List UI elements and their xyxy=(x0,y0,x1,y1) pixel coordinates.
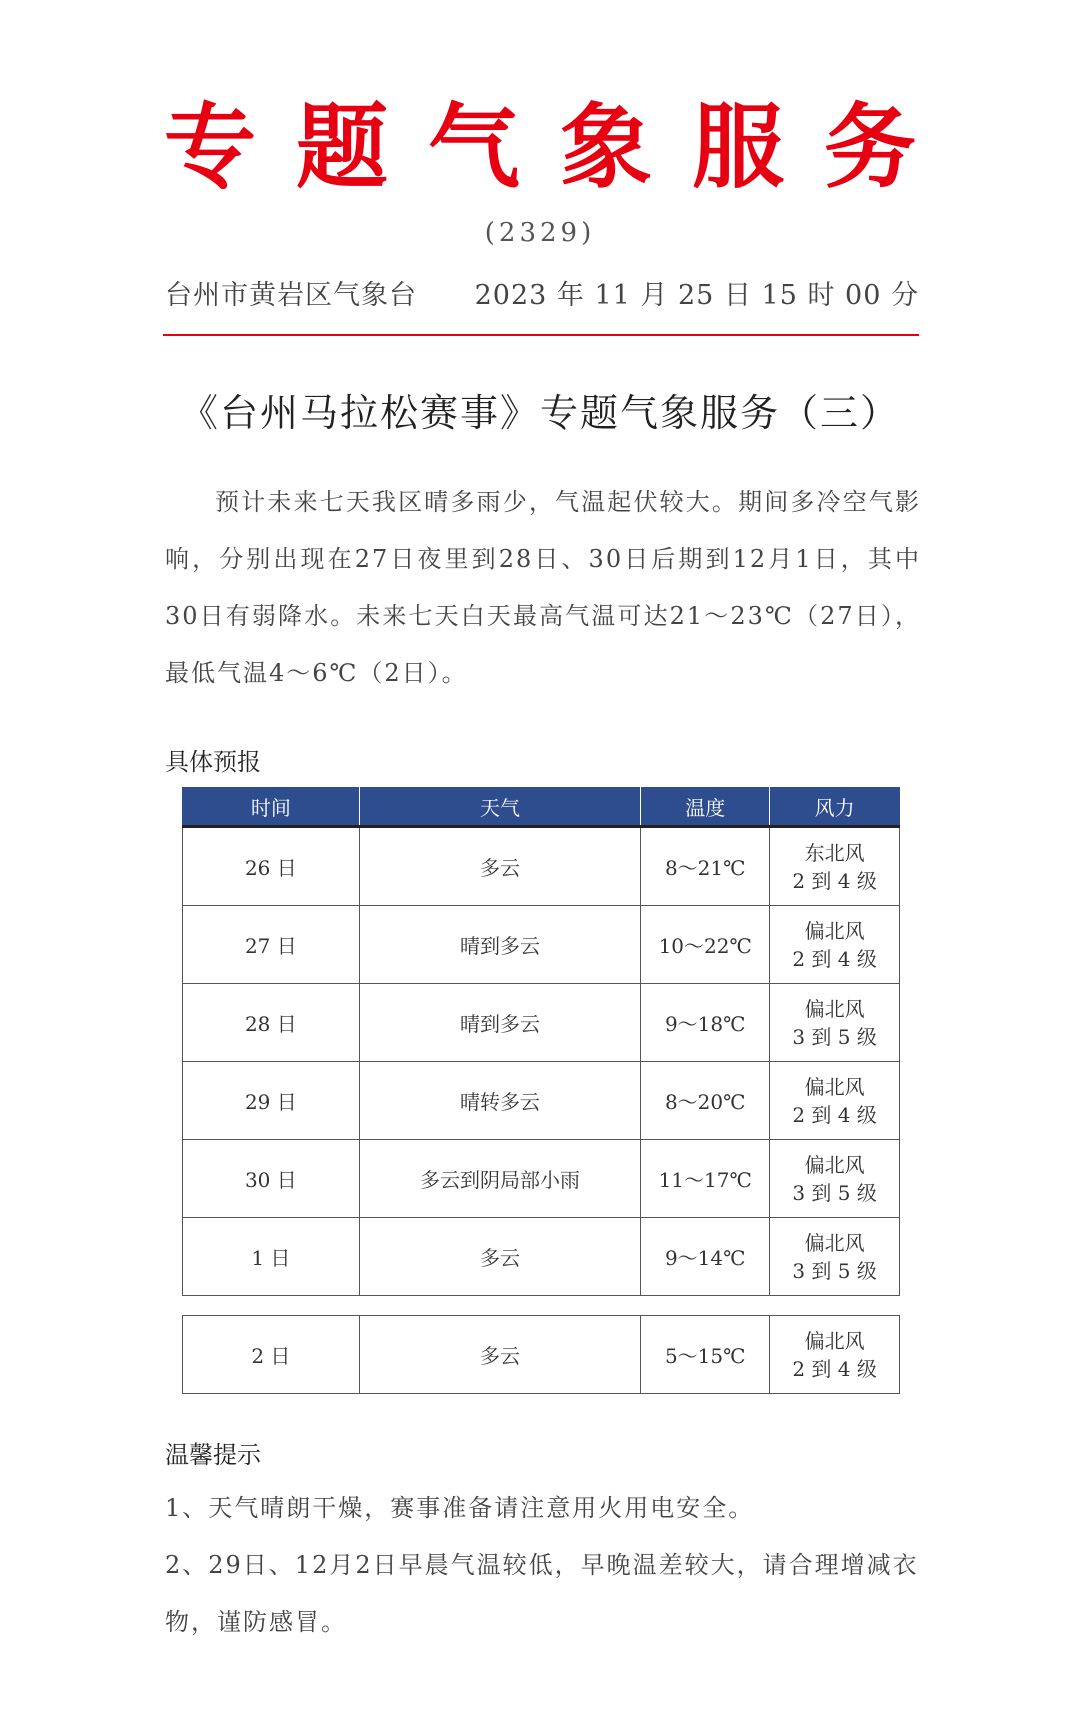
wind-direction: 偏北风 xyxy=(804,1152,865,1177)
cell-date: 28 日 xyxy=(183,984,360,1062)
cell-wind xyxy=(770,1140,900,1218)
document-title: 《台州马拉松赛事》专题气象服务（三） xyxy=(179,391,900,435)
wind-level: 3 到 5 级 xyxy=(792,1024,877,1049)
wind-level: 3 到 5 级 xyxy=(792,1258,877,1283)
cell-wind xyxy=(770,984,900,1062)
cell-wind xyxy=(770,1218,900,1296)
cell-temp: 9～14℃ xyxy=(641,1218,770,1296)
cell-weather: 晴到多云 xyxy=(359,906,641,984)
cell-weather: 晴到多云 xyxy=(359,984,641,1062)
wind-level: 2 到 4 级 xyxy=(792,1356,877,1381)
table-row xyxy=(183,1062,900,1140)
wind-direction: 偏北风 xyxy=(804,1074,865,1099)
forecast-header-row xyxy=(183,788,900,827)
column-header-time: 时间 xyxy=(183,788,360,827)
wind-direction: 偏北风 xyxy=(804,1328,865,1353)
issue-number: (2329) xyxy=(484,218,596,248)
cell-date: 29 日 xyxy=(183,1062,360,1140)
cell-weather: 晴转多云 xyxy=(359,1062,641,1140)
wind-level: 2 到 4 级 xyxy=(792,946,877,971)
wind-direction: 偏北风 xyxy=(804,996,865,1021)
wind-level: 2 到 4 级 xyxy=(792,868,877,893)
cell-date: 30 日 xyxy=(183,1140,360,1218)
cell-date: 26 日 xyxy=(183,827,360,906)
cell-weather: 多云 xyxy=(359,827,641,906)
cell-weather: 多云 xyxy=(359,1316,641,1394)
table-row xyxy=(183,1140,900,1218)
table-row xyxy=(183,906,900,984)
wind-level: 3 到 5 级 xyxy=(792,1180,877,1205)
tip-item: 2、29日、12月2日早晨气温较低，早晚温差较大，请合理增减衣物，谨防感冒。 xyxy=(165,1551,919,1636)
tip-item: 1、天气晴朗干燥，赛事准备请注意用火用电安全。 xyxy=(165,1494,755,1522)
table-row xyxy=(183,1316,900,1394)
issuer-name: 台州市黄岩区气象台 xyxy=(165,280,417,311)
table-row xyxy=(183,827,900,906)
wind-direction: 偏北风 xyxy=(804,1230,865,1255)
masthead-title: 专题气象服务 xyxy=(163,94,956,201)
issue-time: 2023 年 11 月 25 日 15 时 00 分 xyxy=(474,280,919,311)
cell-wind xyxy=(770,1062,900,1140)
cell-temp: 11～17℃ xyxy=(641,1140,770,1218)
wind-direction: 偏北风 xyxy=(804,918,865,943)
cell-weather: 多云 xyxy=(359,1218,641,1296)
cell-temp: 9～18℃ xyxy=(641,984,770,1062)
tips-heading: 温馨提示 xyxy=(165,1441,261,1469)
column-header-wind: 风力 xyxy=(770,788,900,827)
table-row xyxy=(183,984,900,1062)
cell-date: 1 日 xyxy=(183,1218,360,1296)
cell-wind xyxy=(770,1316,900,1394)
column-header-weather: 天气 xyxy=(359,788,641,827)
forecast-table-extra xyxy=(182,1315,900,1394)
forecast-table xyxy=(182,787,900,1296)
table-row xyxy=(183,1218,900,1296)
wind-direction: 东北风 xyxy=(804,840,865,865)
cell-date: 2 日 xyxy=(183,1316,360,1394)
cell-weather: 多云到阴局部小雨 xyxy=(359,1140,641,1218)
column-header-temp: 温度 xyxy=(641,788,770,827)
cell-wind xyxy=(770,906,900,984)
cell-temp: 5～15℃ xyxy=(641,1316,770,1394)
intro-paragraph: 预计未来七天我区晴多雨少，气温起伏较大。期间多冷空气影响，分别出现在27日夜里到28日、30日后期到12月1日，其中30日有弱降水。未来七天白天最高气温可达21～23℃（27日），最低气温4～6℃（2日）。 xyxy=(165,488,921,687)
cell-temp: 8～21℃ xyxy=(641,827,770,906)
wind-level: 2 到 4 级 xyxy=(792,1102,877,1127)
forecast-heading: 具体预报 xyxy=(165,748,261,776)
red-divider xyxy=(163,334,919,336)
cell-date: 27 日 xyxy=(183,906,360,984)
cell-wind xyxy=(770,827,900,906)
cell-temp: 10～22℃ xyxy=(641,906,770,984)
cell-temp: 8～20℃ xyxy=(641,1062,770,1140)
